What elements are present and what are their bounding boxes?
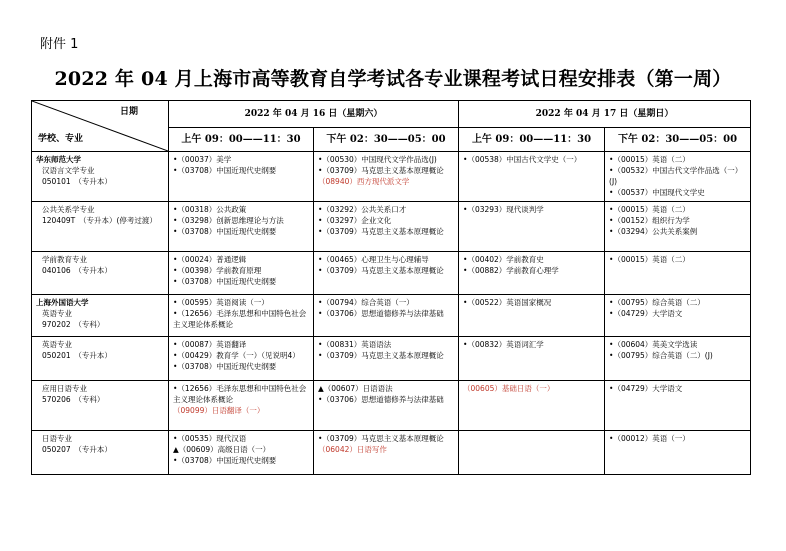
exam-course: •（03706）思想道德修养与法律基础 [318, 395, 444, 404]
exam-course: •（03709）马克思主义基本原理概论 [318, 266, 444, 275]
exam-course: •（04729）大学语文 [609, 384, 683, 393]
exam-cell-d1pm [314, 337, 459, 381]
exam-cell-d2pm [605, 381, 751, 431]
school-major-cell [32, 337, 169, 381]
exam-course: •（00882）学前教育心理学 [463, 266, 559, 275]
corner-date-label: 日期 [119, 107, 138, 117]
exam-cell-d1pm [314, 431, 459, 475]
major-name: 英语专业 [42, 309, 72, 318]
exam-course: （08940）西方现代派文学 [318, 177, 410, 186]
table-row [32, 337, 751, 381]
exam-course: •（03708）中国近现代史纲要 [173, 166, 277, 175]
major-code: 050101 （专升本） [42, 177, 112, 186]
exam-course: •（00532）中国古代文学作品选（一）(J) [609, 166, 743, 186]
major-code: 050201 （专升本） [42, 351, 112, 360]
table-row [32, 202, 751, 252]
exam-course: •（03708）中国近现代史纲要 [173, 456, 277, 465]
school-major-cell [32, 381, 169, 431]
exam-course: •（00015）英语（二） [609, 155, 690, 164]
exam-cell-d1am [169, 202, 314, 252]
exam-course: •（00604）英美文学选读 [609, 340, 698, 349]
school-major-cell [32, 431, 169, 475]
exam-course: •（12656）毛泽东思想和中国特色社会主义理论体系概论 [173, 384, 307, 404]
exam-course: •（03297）企业文化 [318, 216, 392, 225]
exam-course: （09099）日语翻译（一） [173, 406, 265, 415]
exam-cell-d2am [459, 337, 605, 381]
exam-course: •（03292）公共关系口才 [318, 205, 407, 214]
exam-cell-d1am [169, 337, 314, 381]
exam-course: •（00537）中国现代文学史 [609, 188, 705, 197]
exam-course: •（04729）大学语文 [609, 309, 683, 318]
exam-course: •（00152）组织行为学 [609, 216, 690, 225]
exam-course: •（00794）综合英语（一） [318, 298, 414, 307]
exam-course: •（03709）马克思主义基本原理概论 [318, 227, 444, 236]
exam-cell-d2am [459, 431, 605, 475]
exam-cell-d1pm [314, 381, 459, 431]
exam-course: •（03293）现代谈判学 [463, 205, 544, 214]
major-name: 应用日语专业 [42, 384, 87, 393]
exam-cell-d2pm [605, 252, 751, 295]
exam-cell-d1pm [314, 202, 459, 252]
corner-school-label: 学校、专业 [38, 134, 84, 144]
exam-course: •（03298）创新思维理论与方法 [173, 216, 284, 225]
exam-course: •（00538）中国古代文学史（一） [463, 155, 582, 164]
major-name: 英语专业 [42, 340, 72, 349]
exam-course: •（00595）英语阅读（一） [173, 298, 269, 307]
day2-pm-header: 下午 02：30——05：00 [605, 128, 751, 152]
exam-course: •（00402）学前教育史 [463, 255, 544, 264]
exam-course: •（00015）英语（二） [609, 205, 690, 214]
exam-cell-d1pm [314, 252, 459, 295]
table-row [32, 252, 751, 295]
major-code: 040106 （专升本） [42, 266, 112, 275]
exam-course: •（00398）学前教育原理 [173, 266, 262, 275]
exam-cell-d1am [169, 381, 314, 431]
exam-course: •（00795）综合英语（二）(J) [609, 351, 713, 360]
exam-course: •（00037）美学 [173, 155, 232, 164]
exam-course: •（00087）英语翻译 [173, 340, 247, 349]
major-code: 570206 （专科） [42, 395, 105, 404]
exam-course: •（00015）英语（二） [609, 255, 690, 264]
major-name: 汉语言文学专业 [42, 166, 95, 175]
exam-cell-d1am [169, 431, 314, 475]
exam-course: （00605）基础日语（一） [463, 384, 555, 393]
exam-course: （06042）日语写作 [318, 445, 387, 454]
exam-cell-d2am [459, 152, 605, 202]
exam-cell-d2pm [605, 431, 751, 475]
day1-am-header: 上午 09：00——11：30 [169, 128, 314, 152]
school-major-cell [32, 152, 169, 202]
major-code: 970202 （专科） [42, 320, 105, 329]
exam-course: •（03708）中国近现代史纲要 [173, 277, 277, 286]
exam-course: •（03708）中国近现代史纲要 [173, 362, 277, 371]
exam-course: •（00024）普通逻辑 [173, 255, 247, 264]
exam-cell-d2am [459, 202, 605, 252]
exam-cell-d1pm [314, 152, 459, 202]
exam-course: •（00831）英语语法 [318, 340, 392, 349]
exam-course: •（00318）公共政策 [173, 205, 247, 214]
exam-course: •（03709）马克思主义基本原理概论 [318, 434, 444, 443]
exam-course: •（03706）思想道德修养与法律基础 [318, 309, 444, 318]
exam-cell-d1am [169, 152, 314, 202]
day1-pm-header: 下午 02：30——05：00 [314, 128, 459, 152]
day1-header: 2022 年 04 月 16 日（星期六） [169, 101, 459, 128]
exam-course: •（00535）现代汉语 [173, 434, 247, 443]
exam-course: •（00530）中国现代文学作品选(J) [318, 155, 437, 164]
day2-am-header: 上午 09：00——11：30 [459, 128, 605, 152]
exam-course: •（12656）毛泽东思想和中国特色社会主义理论体系概论 [173, 309, 307, 329]
school-major-cell [32, 202, 169, 252]
exam-course: •（03708）中国近现代史纲要 [173, 227, 277, 236]
table-row [32, 381, 751, 431]
school-major-cell [32, 295, 169, 337]
exam-course: •（00832）英语词汇学 [463, 340, 544, 349]
exam-course: •（00465）心理卫生与心理辅导 [318, 255, 429, 264]
major-name: 公共关系学专业 [42, 205, 95, 214]
exam-course: •（00429）教育学（一）（见说明4） [173, 351, 300, 360]
page-title: 2022 年 04 月上海市高等教育自学考试各专业课程考试日程安排表（第一周） [54, 68, 732, 90]
table-row [32, 431, 751, 475]
exam-cell-d1pm [314, 295, 459, 337]
major-code: 050207 （专升本） [42, 445, 112, 454]
exam-cell-d1am [169, 252, 314, 295]
schedule-body [32, 152, 751, 475]
exam-course: •（03709）马克思主义基本原理概论 [318, 166, 444, 175]
attachment-label: 附件 1 [40, 37, 79, 52]
exam-course: •（00795）综合英语（二） [609, 298, 705, 307]
table-row [32, 152, 751, 202]
exam-course: •（03294）公共关系案例 [609, 227, 698, 236]
school-major-cell [32, 252, 169, 295]
exam-cell-d1am [169, 295, 314, 337]
header-corner-cell [32, 101, 169, 152]
table-row [32, 295, 751, 337]
exam-course: •（03709）马克思主义基本原理概论 [318, 351, 444, 360]
school-name: 上海外国语大学 [36, 298, 89, 307]
exam-cell-d2am [459, 252, 605, 295]
exam-course: •（00012）英语（一） [609, 434, 690, 443]
exam-cell-d2pm [605, 152, 751, 202]
exam-cell-d2am [459, 381, 605, 431]
exam-course: ▲（00607）日语语法 [318, 384, 393, 393]
exam-cell-d2pm [605, 202, 751, 252]
major-name: 日语专业 [42, 434, 72, 443]
exam-cell-d2pm [605, 295, 751, 337]
major-code: 120409T （专升本）(停考过渡） [42, 216, 157, 225]
day2-header: 2022 年 04 月 17 日（星期日） [459, 101, 751, 128]
exam-cell-d2am [459, 295, 605, 337]
schedule-table [31, 100, 751, 475]
exam-course: •（00522）英语国家概况 [463, 298, 552, 307]
school-name: 华东师范大学 [36, 155, 81, 164]
exam-cell-d2pm [605, 337, 751, 381]
major-name: 学前教育专业 [42, 255, 87, 264]
exam-course: ▲（00609）高级日语（一） [173, 445, 271, 454]
